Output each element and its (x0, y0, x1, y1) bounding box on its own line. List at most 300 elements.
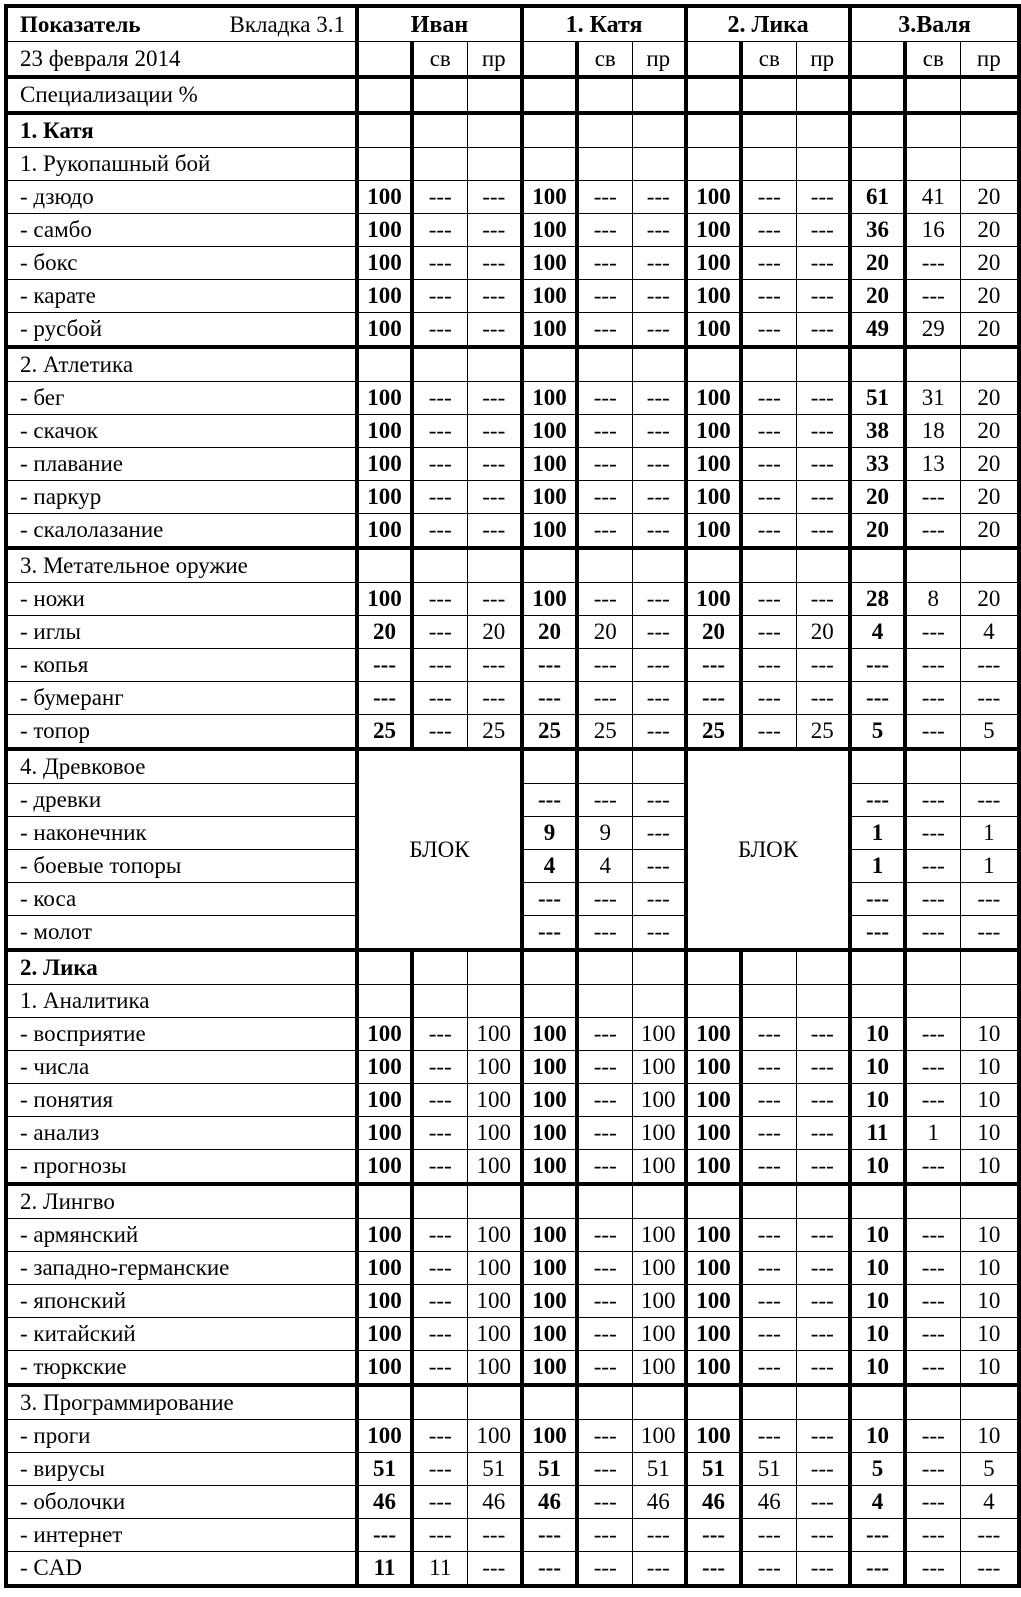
value-cell-pr: --- (796, 214, 850, 247)
table-row (6, 1018, 1019, 1051)
value-cell-sv: 51 (741, 1453, 796, 1486)
value-cell-sv: --- (412, 247, 467, 280)
value-cell-pr: 100 (632, 1285, 686, 1318)
value-cell-pr: 51 (467, 1453, 522, 1486)
sub-header-pr: пр (960, 42, 1019, 78)
value-cell-total: 100 (686, 514, 741, 549)
value-cell-sv: --- (905, 1150, 960, 1185)
value-cell-total: 100 (522, 214, 577, 247)
value-cell-sv: --- (577, 1150, 632, 1185)
value-cell-total (850, 1184, 905, 1219)
value-cell-total: 100 (357, 1318, 412, 1351)
value-cell-sv (577, 77, 632, 113)
value-cell-total: 10 (850, 1420, 905, 1453)
value-cell-total: 20 (522, 616, 577, 649)
value-cell-total (850, 749, 905, 784)
table-row (6, 148, 1019, 181)
value-cell-total: 100 (357, 214, 412, 247)
table-row (6, 1252, 1019, 1285)
table-row (6, 181, 1019, 214)
value-cell-total: 100 (357, 313, 412, 348)
table-row (6, 514, 1019, 549)
value-cell-pr: 100 (632, 1420, 686, 1453)
row-label: - наконечник (6, 817, 357, 850)
value-cell-pr (632, 1385, 686, 1420)
value-cell-sv: --- (577, 382, 632, 415)
table-row (6, 1453, 1019, 1486)
value-cell-pr: 20 (960, 583, 1019, 616)
row-label: - древки (6, 784, 357, 817)
value-cell-sv: --- (905, 649, 960, 682)
value-cell-pr: 20 (960, 382, 1019, 415)
block-cell-lika: БЛОК (686, 749, 850, 950)
value-cell-sv: --- (741, 715, 796, 750)
value-cell-pr: --- (960, 649, 1019, 682)
value-cell-pr: --- (796, 1519, 850, 1552)
row-label: 2. Лика (6, 950, 357, 985)
sub-header-pr: пр (796, 42, 850, 78)
value-cell-total (357, 77, 412, 113)
value-cell-total: 46 (357, 1486, 412, 1519)
value-cell-pr (796, 77, 850, 113)
table-row (6, 1420, 1019, 1453)
value-cell-pr: --- (796, 181, 850, 214)
value-cell-sv: --- (741, 649, 796, 682)
value-cell-sv: --- (905, 916, 960, 951)
value-cell-total: 9 (522, 817, 577, 850)
value-cell-sv (741, 347, 796, 382)
row-label: - бег (6, 382, 357, 415)
value-cell-sv: --- (577, 1285, 632, 1318)
value-cell-sv: --- (905, 817, 960, 850)
value-cell-sv: 9 (577, 817, 632, 850)
value-cell-pr: 100 (467, 1018, 522, 1051)
value-cell-sv (412, 1385, 467, 1420)
specializations-table (4, 4, 1021, 1588)
value-cell-sv: --- (412, 1051, 467, 1084)
value-cell-pr: --- (796, 481, 850, 514)
value-cell-sv: --- (741, 214, 796, 247)
value-cell-pr (960, 548, 1019, 583)
value-cell-sv: --- (741, 1219, 796, 1252)
value-cell-total: 10 (850, 1018, 905, 1051)
value-cell-pr: --- (796, 415, 850, 448)
value-cell-total: 100 (522, 1252, 577, 1285)
table-row (6, 448, 1019, 481)
value-cell-total: 10 (850, 1252, 905, 1285)
value-cell-total: 100 (522, 1117, 577, 1150)
table-row (6, 1318, 1019, 1351)
value-cell-pr: --- (960, 1552, 1019, 1587)
value-cell-sv (741, 548, 796, 583)
value-cell-sv: --- (905, 1252, 960, 1285)
value-cell-pr: --- (796, 1351, 850, 1386)
value-cell-pr (632, 749, 686, 784)
value-cell-pr (960, 77, 1019, 113)
table-row (6, 583, 1019, 616)
value-cell-pr: 100 (467, 1252, 522, 1285)
row-label: - анализ (6, 1117, 357, 1150)
value-cell-pr: 100 (467, 1420, 522, 1453)
table-row (6, 1084, 1019, 1117)
value-cell-pr: 1 (960, 850, 1019, 883)
value-cell-sv (905, 548, 960, 583)
value-cell-pr: 10 (960, 1084, 1019, 1117)
value-cell-total (850, 1385, 905, 1420)
value-cell-pr (796, 950, 850, 985)
value-cell-sv: --- (741, 181, 796, 214)
row-label: - топор (6, 715, 357, 750)
value-cell-pr: 46 (467, 1486, 522, 1519)
indicator-label: Показатель (20, 11, 141, 37)
value-cell-sv: --- (741, 1552, 796, 1587)
value-cell-pr: 20 (960, 481, 1019, 514)
value-cell-sv (741, 113, 796, 148)
value-cell-sv: --- (412, 1150, 467, 1185)
value-cell-total: 100 (357, 448, 412, 481)
value-cell-sv: --- (412, 1519, 467, 1552)
value-cell-sv: --- (412, 1084, 467, 1117)
value-cell-sv: --- (412, 382, 467, 415)
value-cell-pr (960, 985, 1019, 1018)
group-header-lika: 2. Лика (686, 6, 850, 42)
value-cell-sv (741, 1184, 796, 1219)
value-cell-pr: --- (960, 916, 1019, 951)
row-label: - тюркские (6, 1351, 357, 1386)
value-cell-total: --- (850, 682, 905, 715)
value-cell-sv: --- (577, 247, 632, 280)
table-row (6, 1486, 1019, 1519)
value-cell-total: 51 (357, 1453, 412, 1486)
value-cell-total: 100 (686, 1150, 741, 1185)
value-cell-total (850, 985, 905, 1018)
value-cell-pr: 20 (960, 247, 1019, 280)
value-cell-pr: --- (632, 313, 686, 348)
value-cell-sv: --- (905, 1351, 960, 1386)
value-cell-pr: --- (796, 514, 850, 549)
value-cell-total: 1 (850, 850, 905, 883)
date-cell: 23 февраля 2014 (6, 42, 357, 78)
row-label: - плавание (6, 448, 357, 481)
table-row (6, 1117, 1019, 1150)
value-cell-total: 10 (850, 1051, 905, 1084)
value-cell-pr: --- (632, 382, 686, 415)
value-cell-sv: --- (577, 280, 632, 313)
value-cell-total: 100 (686, 1351, 741, 1386)
value-cell-total (522, 1385, 577, 1420)
row-label: - проги (6, 1420, 357, 1453)
row-label: 2. Лингво (6, 1184, 357, 1219)
row-label: - иглы (6, 616, 357, 649)
value-cell-pr: 46 (632, 1486, 686, 1519)
value-cell-total: 100 (357, 1150, 412, 1185)
value-cell-total: 100 (357, 1420, 412, 1453)
table-row (6, 113, 1019, 148)
value-cell-sv: --- (577, 415, 632, 448)
value-cell-total: 36 (850, 214, 905, 247)
value-cell-total: 100 (686, 1051, 741, 1084)
row-label: 3. Метательное оружие (6, 548, 357, 583)
value-cell-pr: 5 (960, 715, 1019, 750)
value-cell-total: --- (522, 649, 577, 682)
value-cell-sv: --- (905, 1051, 960, 1084)
value-cell-sv (905, 148, 960, 181)
value-cell-sv (577, 950, 632, 985)
value-cell-total: 100 (522, 1018, 577, 1051)
row-label: 1. Катя (6, 113, 357, 148)
value-cell-pr (960, 950, 1019, 985)
table-row (6, 1285, 1019, 1318)
value-cell-sv (741, 148, 796, 181)
value-cell-sv (412, 1184, 467, 1219)
value-cell-total (522, 113, 577, 148)
value-cell-pr (960, 1184, 1019, 1219)
value-cell-pr: --- (467, 481, 522, 514)
value-cell-total (357, 985, 412, 1018)
value-cell-pr: 100 (632, 1150, 686, 1185)
value-cell-pr: --- (467, 514, 522, 549)
value-cell-pr (960, 749, 1019, 784)
value-cell-total: 25 (357, 715, 412, 750)
row-label: - коса (6, 883, 357, 916)
table-row (6, 985, 1019, 1018)
value-cell-sv: 18 (905, 415, 960, 448)
value-cell-pr (796, 985, 850, 1018)
value-cell-pr: --- (632, 883, 686, 916)
value-cell-pr: --- (796, 313, 850, 348)
value-cell-total: 100 (522, 481, 577, 514)
value-cell-pr: 10 (960, 1051, 1019, 1084)
value-cell-sv: --- (577, 1486, 632, 1519)
value-cell-pr: --- (796, 1018, 850, 1051)
value-cell-sv: --- (741, 1150, 796, 1185)
value-cell-total (357, 950, 412, 985)
value-cell-total (686, 347, 741, 382)
value-cell-sv: --- (577, 1117, 632, 1150)
value-cell-total: 100 (357, 583, 412, 616)
value-cell-pr: 10 (960, 1318, 1019, 1351)
value-cell-pr (467, 950, 522, 985)
value-cell-pr: --- (960, 883, 1019, 916)
value-cell-pr: 100 (632, 1084, 686, 1117)
value-cell-sv (577, 148, 632, 181)
sub-header-sv: св (741, 42, 796, 78)
value-cell-pr: 10 (960, 1219, 1019, 1252)
row-label: - числа (6, 1051, 357, 1084)
group-header-valya: 3.Валя (850, 6, 1019, 42)
value-cell-total: 100 (357, 481, 412, 514)
value-cell-pr: --- (632, 916, 686, 951)
value-cell-sv: 29 (905, 313, 960, 348)
value-cell-sv: --- (412, 1453, 467, 1486)
table-row (6, 1219, 1019, 1252)
value-cell-total: 100 (357, 181, 412, 214)
value-cell-total: 100 (686, 1018, 741, 1051)
value-cell-pr: 100 (467, 1051, 522, 1084)
value-cell-sv: --- (577, 1552, 632, 1587)
value-cell-sv: 31 (905, 382, 960, 415)
value-cell-pr: 10 (960, 1351, 1019, 1386)
value-cell-pr: --- (632, 214, 686, 247)
row-label: - прогнозы (6, 1150, 357, 1185)
value-cell-pr: --- (796, 382, 850, 415)
value-cell-pr (960, 148, 1019, 181)
value-cell-total (850, 148, 905, 181)
value-cell-sv: --- (577, 1051, 632, 1084)
value-cell-sv: --- (741, 1318, 796, 1351)
sub-header-total (686, 42, 741, 78)
value-cell-sv: --- (741, 1519, 796, 1552)
value-cell-sv: --- (905, 280, 960, 313)
value-cell-pr: 100 (632, 1117, 686, 1150)
value-cell-pr (467, 1385, 522, 1420)
value-cell-sv: --- (412, 214, 467, 247)
row-label: - молот (6, 916, 357, 951)
value-cell-total: 38 (850, 415, 905, 448)
value-cell-total: 100 (686, 448, 741, 481)
value-cell-pr: --- (632, 784, 686, 817)
value-cell-total (850, 77, 905, 113)
value-cell-total (357, 347, 412, 382)
value-cell-pr (632, 1184, 686, 1219)
value-cell-pr: 25 (467, 715, 522, 750)
table-row (6, 715, 1019, 750)
value-cell-total (522, 548, 577, 583)
value-cell-total (357, 148, 412, 181)
value-cell-sv (577, 347, 632, 382)
value-cell-sv (741, 1385, 796, 1420)
value-cell-sv: --- (412, 415, 467, 448)
value-cell-total: 100 (686, 583, 741, 616)
value-cell-total (522, 347, 577, 382)
value-cell-total: --- (686, 649, 741, 682)
value-cell-total (686, 1184, 741, 1219)
value-cell-total: 100 (686, 1318, 741, 1351)
value-cell-total: 20 (850, 247, 905, 280)
group-header-katya: 1. Катя (522, 6, 686, 42)
table-row (6, 313, 1019, 348)
value-cell-sv: --- (741, 1351, 796, 1386)
value-cell-total: --- (357, 649, 412, 682)
value-cell-total: 100 (357, 280, 412, 313)
value-cell-sv: --- (905, 1453, 960, 1486)
value-cell-sv: --- (412, 1351, 467, 1386)
value-cell-pr: --- (632, 583, 686, 616)
value-cell-pr: 20 (960, 415, 1019, 448)
value-cell-total (686, 148, 741, 181)
value-cell-total: 25 (686, 715, 741, 750)
value-cell-total: --- (357, 1519, 412, 1552)
value-cell-pr (467, 1184, 522, 1219)
value-cell-sv: --- (577, 1351, 632, 1386)
value-cell-total: --- (522, 682, 577, 715)
value-cell-sv: --- (577, 682, 632, 715)
row-label: - вирусы (6, 1453, 357, 1486)
value-cell-pr: 100 (632, 1318, 686, 1351)
value-cell-pr (467, 77, 522, 113)
value-cell-pr: --- (796, 583, 850, 616)
value-cell-total (850, 347, 905, 382)
value-cell-pr: 51 (632, 1453, 686, 1486)
value-cell-sv (905, 1385, 960, 1420)
value-cell-sv (905, 985, 960, 1018)
value-cell-total: 100 (522, 583, 577, 616)
value-cell-sv: --- (412, 1252, 467, 1285)
value-cell-pr: --- (467, 448, 522, 481)
value-cell-sv: --- (412, 616, 467, 649)
sub-header-total (850, 42, 905, 78)
value-cell-pr (467, 347, 522, 382)
value-cell-sv: --- (577, 1420, 632, 1453)
value-cell-pr: --- (632, 247, 686, 280)
group-header-ivan: Иван (357, 6, 522, 42)
value-cell-total: 20 (850, 514, 905, 549)
value-cell-total: 10 (850, 1318, 905, 1351)
value-cell-sv: --- (905, 883, 960, 916)
value-cell-total: 51 (850, 382, 905, 415)
value-cell-sv (577, 749, 632, 784)
row-label: - оболочки (6, 1486, 357, 1519)
value-cell-total: 100 (686, 1420, 741, 1453)
value-cell-total: 100 (686, 1219, 741, 1252)
value-cell-pr: --- (467, 415, 522, 448)
value-cell-total: 100 (522, 1219, 577, 1252)
value-cell-sv (905, 77, 960, 113)
value-cell-sv: --- (412, 514, 467, 549)
value-cell-sv: --- (741, 448, 796, 481)
value-cell-pr: 20 (960, 280, 1019, 313)
value-cell-total (686, 113, 741, 148)
value-cell-sv (905, 749, 960, 784)
value-cell-total (686, 1385, 741, 1420)
value-cell-sv (412, 113, 467, 148)
value-cell-pr: 10 (960, 1285, 1019, 1318)
sub-header-sv: св (905, 42, 960, 78)
row-label: - армянский (6, 1219, 357, 1252)
value-cell-sv: --- (412, 1420, 467, 1453)
value-cell-total: 100 (686, 481, 741, 514)
row-label: - западно-германские (6, 1252, 357, 1285)
value-cell-total: 10 (850, 1219, 905, 1252)
value-cell-pr (796, 548, 850, 583)
value-cell-sv: --- (412, 1219, 467, 1252)
tab-label: Вкладка 3.1 (229, 11, 345, 37)
value-cell-pr: --- (960, 784, 1019, 817)
value-cell-total: 100 (522, 247, 577, 280)
value-cell-pr: 10 (960, 1018, 1019, 1051)
value-cell-pr (796, 347, 850, 382)
row-label: 3. Программирование (6, 1385, 357, 1420)
value-cell-total: 100 (522, 1084, 577, 1117)
value-cell-sv: --- (905, 481, 960, 514)
value-cell-sv (905, 950, 960, 985)
row-label: - боевые топоры (6, 850, 357, 883)
value-cell-sv: --- (905, 1552, 960, 1587)
value-cell-pr (796, 1385, 850, 1420)
row-label: - бумеранг (6, 682, 357, 715)
value-cell-pr: --- (467, 583, 522, 616)
value-cell-pr: --- (467, 649, 522, 682)
value-cell-pr: --- (467, 313, 522, 348)
value-cell-pr: --- (632, 280, 686, 313)
value-cell-sv: --- (577, 181, 632, 214)
value-cell-total: 4 (522, 850, 577, 883)
value-cell-pr (632, 77, 686, 113)
value-cell-pr (960, 1385, 1019, 1420)
value-cell-sv (741, 950, 796, 985)
value-cell-total: 100 (522, 313, 577, 348)
value-cell-sv: --- (905, 682, 960, 715)
